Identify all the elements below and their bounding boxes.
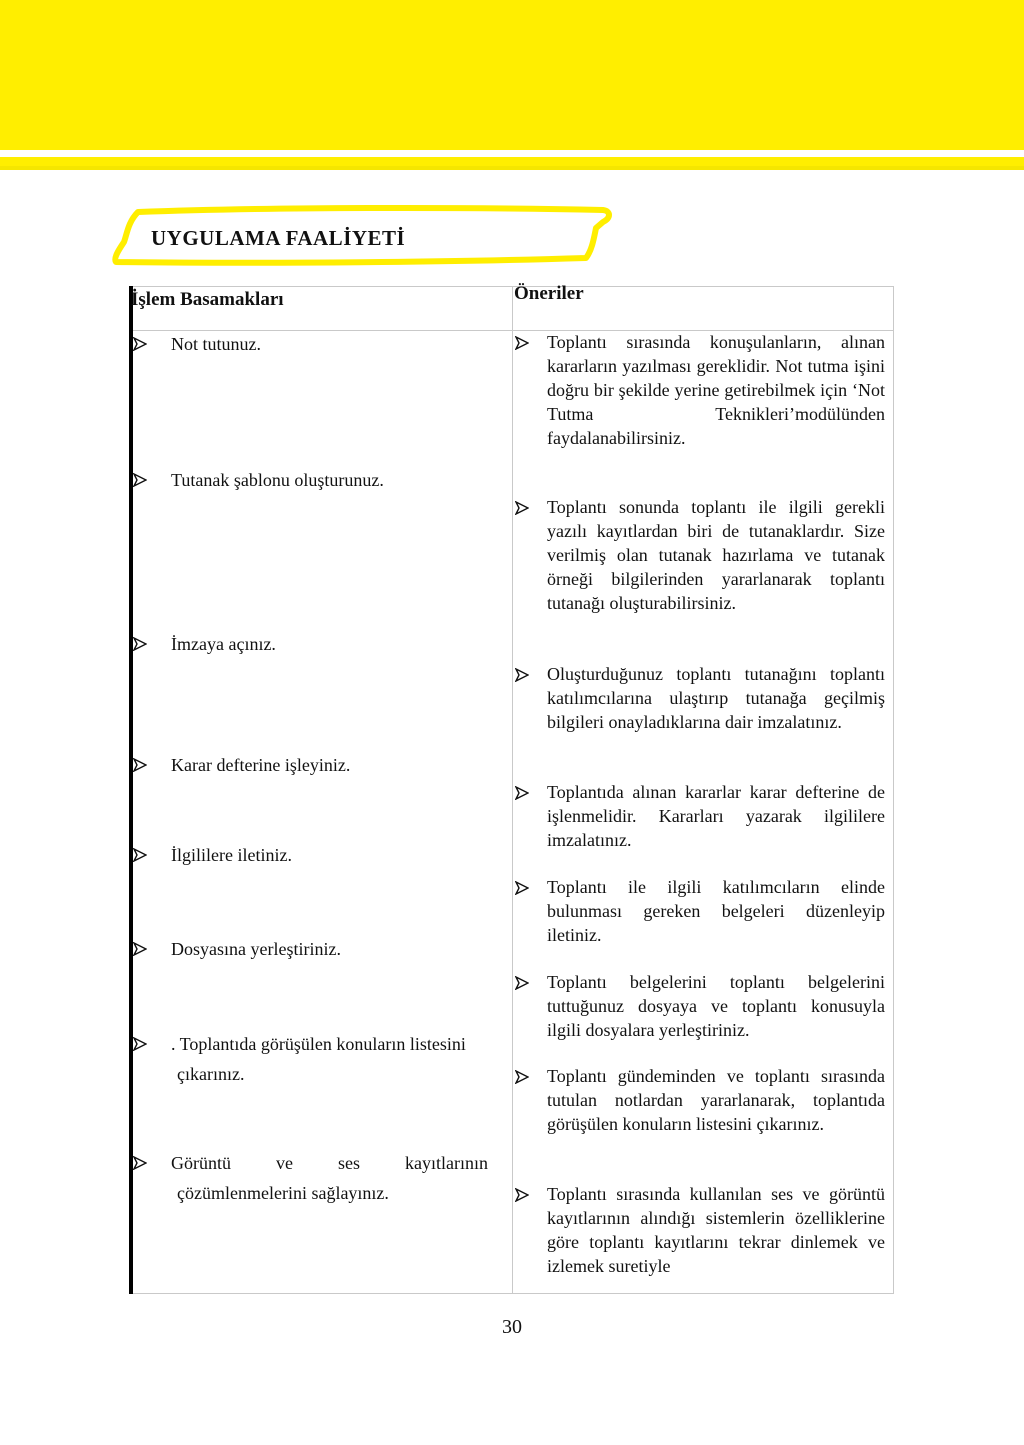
suggestion-text: Toplantı belgelerini toplantı belgelerini tuttuğunuz dosyaya ve toplantı konusuyla ilgili dosyalara yerleştiriniz.	[547, 972, 885, 1040]
activity-table	[129, 283, 894, 1294]
arrowhead-bullet-icon	[133, 473, 147, 487]
suggestion-text: Toplantı ile ilgili katılımcıların elinde bulunması gereken belgeleri düzenleyip iletiniz.	[547, 877, 885, 945]
suggestion-text: Toplantı gündeminden ve toplantı sırasında tutulan notlardan yararlanarak, toplantıda görüşülen konuların listesini çıkarınız.	[547, 1066, 885, 1134]
suggestion-text: Toplantı sırasında kullanılan ses ve görüntü kayıtlarının alındığı sistemlerin özelliklerine göre toplantı kayıtlarını tekrar dinlemek ve izlemek suretiyle	[547, 1184, 885, 1276]
step-label: . Toplantıda görüşülen konuların listesini	[171, 1034, 466, 1054]
section-title: UYGULAMA FAALİYETİ	[151, 226, 406, 250]
step-label: İmzaya açınız.	[171, 634, 276, 654]
arrowhead-bullet-icon	[515, 501, 529, 515]
suggestion-text: Oluşturduğunuz toplantı tutanağını toplantı katılımcılarına ulaştırıp tutanağa geçilmiş bilgileri onayladıklarına dair imzalatınız.	[547, 664, 885, 732]
section-title-tag	[108, 204, 618, 268]
arrowhead-bullet-icon	[133, 1037, 147, 1051]
arrowhead-bullet-icon	[133, 337, 147, 351]
step-label: İlgililere iletiniz.	[171, 845, 292, 865]
suggestion-text: Toplantı sırasında konuşulanların, alınan kararların yazılması gereklidir. Not tutma işini doğru bir şekilde yerine getirebilmek için ‘Not Tutma Teknikleri’modülünden faydalanabilirsiniz.	[547, 332, 885, 448]
arrowhead-bullet-icon	[515, 786, 529, 800]
arrowhead-bullet-icon	[133, 758, 147, 772]
step-label: Karar defterine işleyiniz.	[171, 755, 351, 775]
arrowhead-bullet-icon	[133, 942, 147, 956]
column-header-steps: İşlem Basamakları	[131, 289, 284, 310]
step-label: Not tutunuz.	[171, 334, 261, 354]
arrowhead-bullet-icon	[515, 1070, 529, 1084]
yellow-stripe	[0, 157, 1024, 166]
column-header-suggestions: Öneriler	[514, 283, 584, 304]
arrowhead-bullet-icon	[515, 881, 529, 895]
suggestion-text: Toplantı sonunda toplantı ile ilgili gerekli yazılı kayıtlardan biri de tutanaklardır. Size verilmiş olan tutanak hazırlama ve tutanak örneği bilgilerinden yararlanarak toplantı tutanağı oluşturabilirsiniz.	[547, 497, 885, 613]
arrowhead-bullet-icon	[133, 848, 147, 862]
arrowhead-bullet-icon	[515, 976, 529, 990]
step-label: Görüntü ve ses kayıtlarının	[171, 1153, 488, 1173]
step-label: Tutanak şablonu oluşturunuz.	[171, 470, 384, 490]
table-column-divider	[512, 286, 513, 1294]
arrowhead-bullet-icon	[133, 1156, 147, 1170]
arrowhead-bullet-icon	[515, 1188, 529, 1202]
top-yellow-band	[0, 0, 1024, 150]
step-label-continued: çıkarınız.	[177, 1064, 245, 1084]
yellow-stripe-thin	[0, 166, 1024, 170]
arrowhead-bullet-icon	[133, 637, 147, 651]
suggestion-text: Toplantıda alınan kararlar karar defterine de işlenmelidir. Kararları yazarak ilgililere imzalatınız.	[547, 782, 885, 850]
arrowhead-bullet-icon	[515, 668, 529, 682]
arrowhead-bullet-icon	[515, 336, 529, 350]
step-label: Dosyasına yerleştiriniz.	[171, 939, 341, 959]
step-label-continued: çözümlenmelerini sağlayınız.	[177, 1183, 389, 1203]
page-number: 30	[502, 1316, 522, 1338]
